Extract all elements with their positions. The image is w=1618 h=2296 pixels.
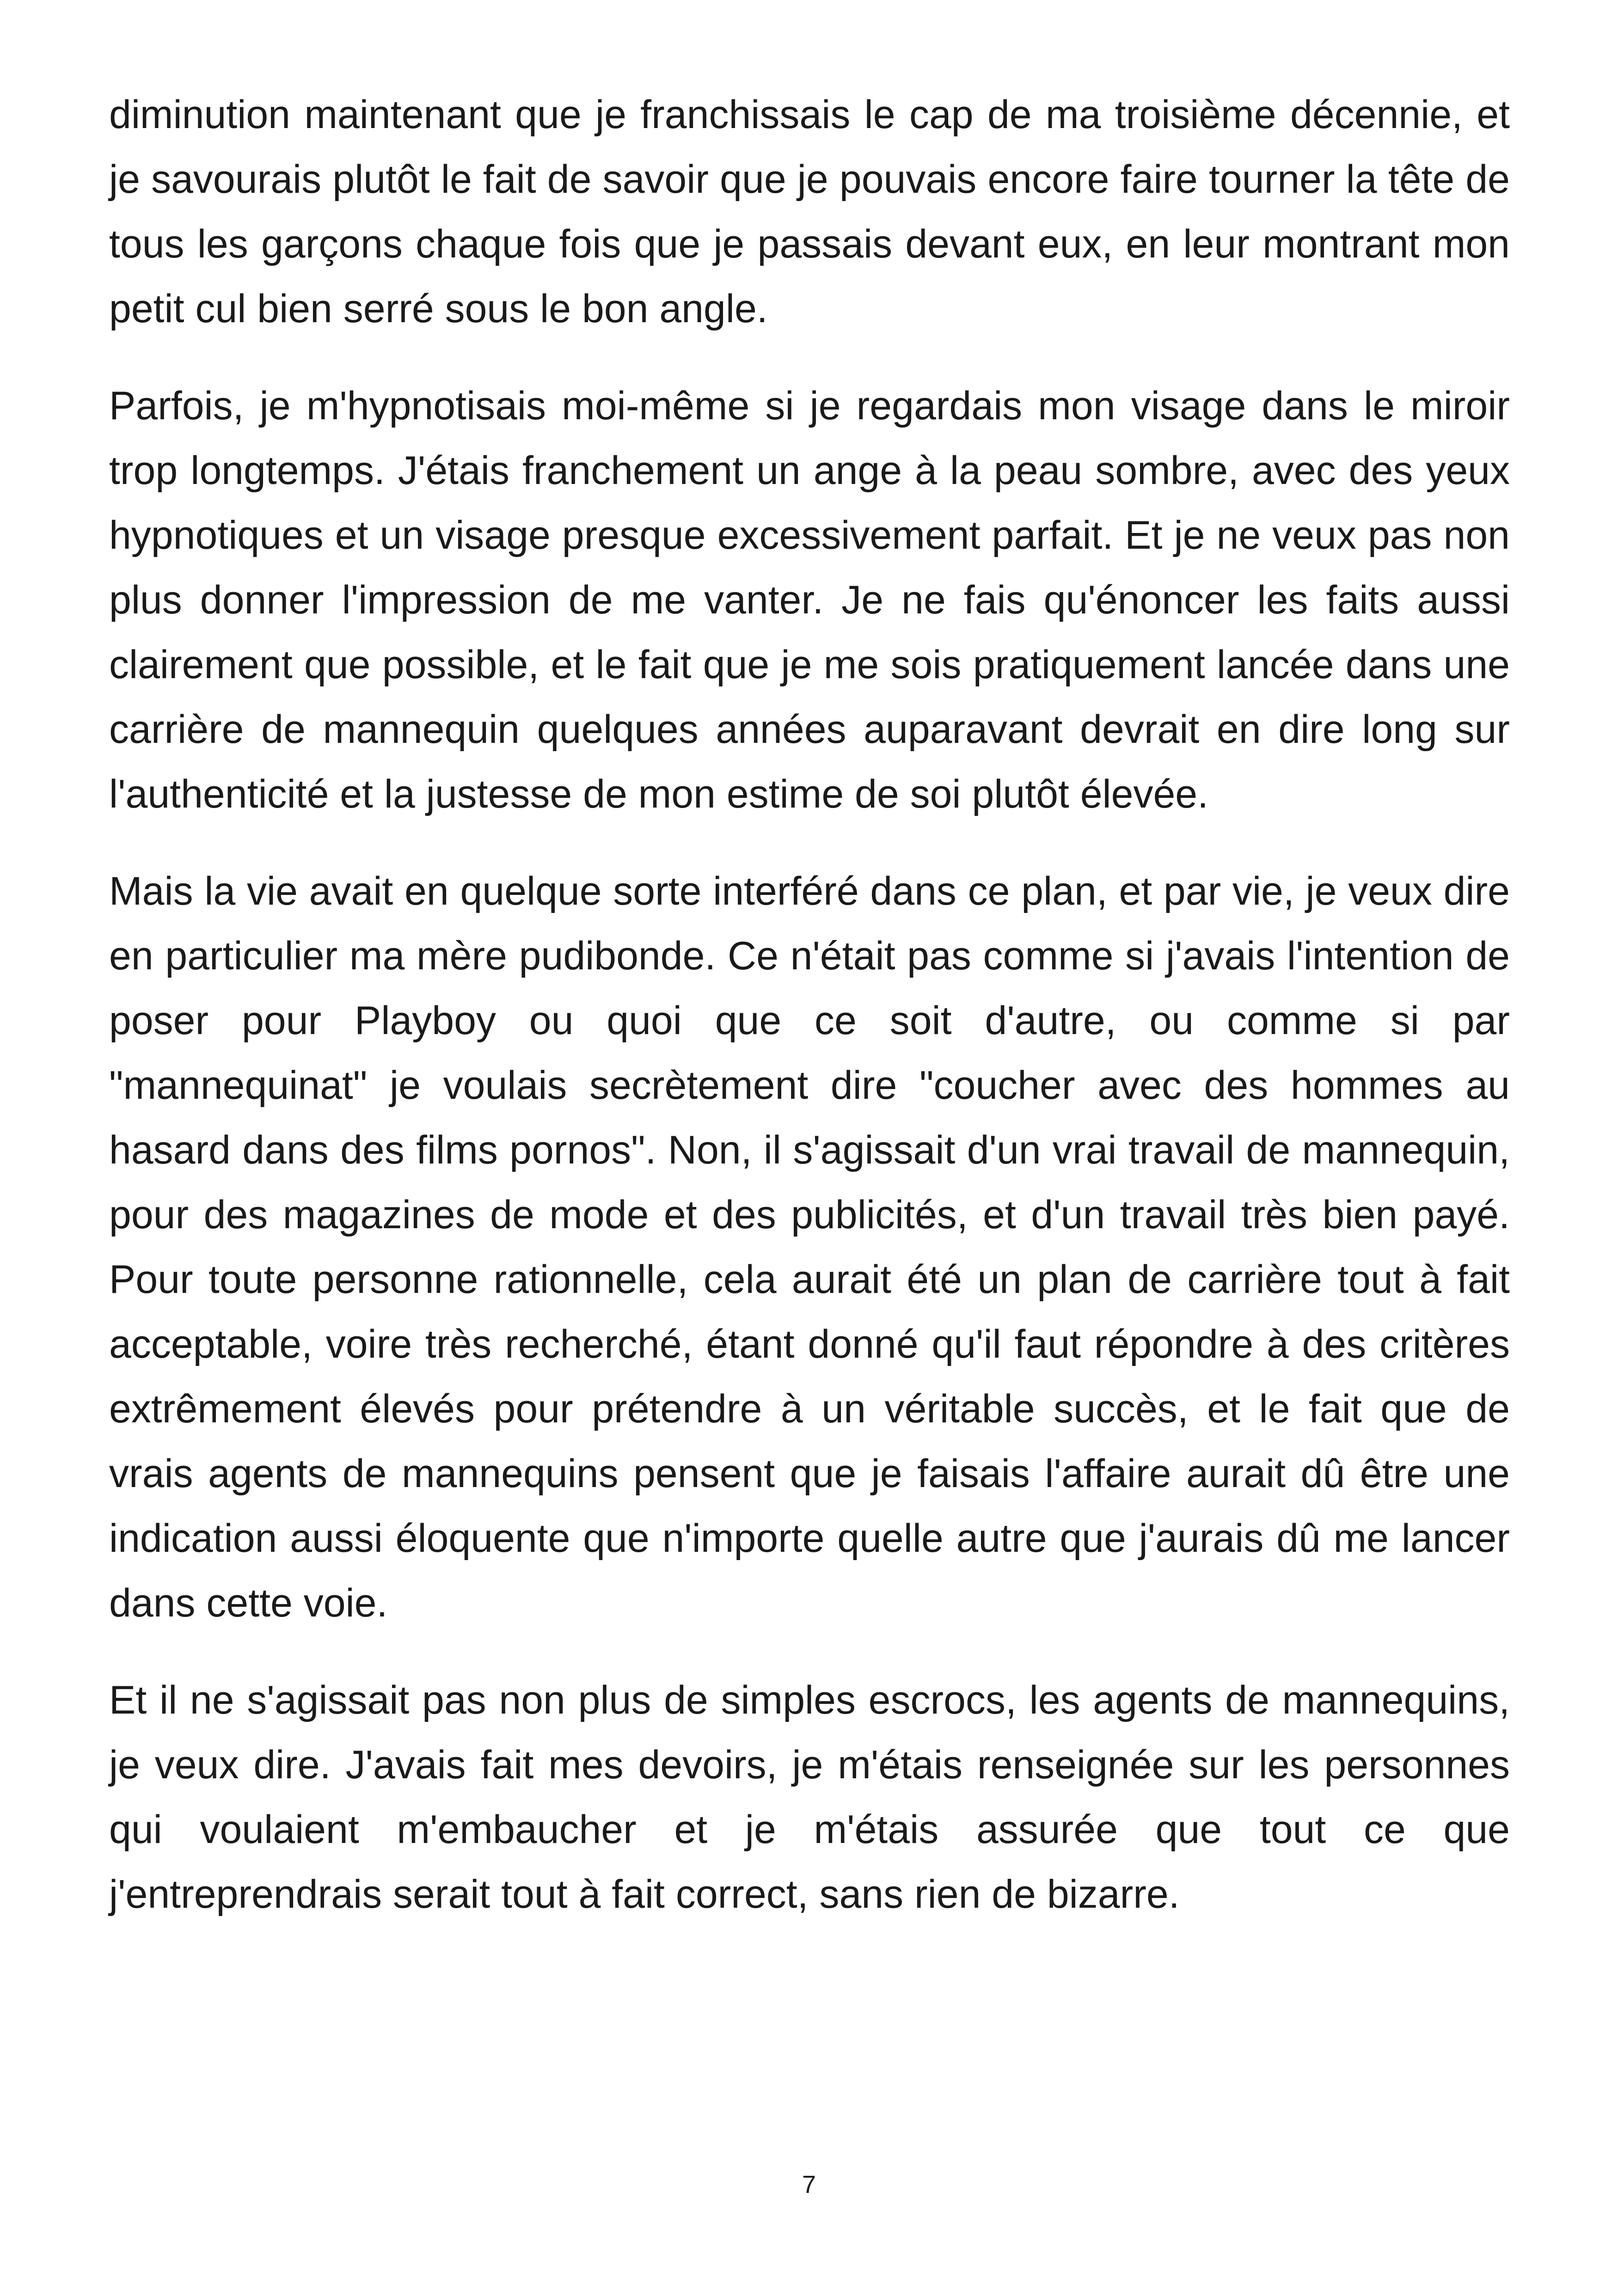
paragraph-4: Et il ne s'agissait pas non plus de simples escrocs, les agents de mannequins, je veux dire. J'avais fait mes devoirs, je m'étais renseignée sur les personnes qui voulaient m'embaucher et je m'étais assurée que tout ce que j'entreprendrais serait tout à fait correct, sans rien de bizarre. xyxy=(109,1678,1510,1916)
page-number: 7 xyxy=(802,2171,816,2198)
body-text xyxy=(109,82,1510,1959)
paragraph-3: Mais la vie avait en quelque sorte interféré dans ce plan, et par vie, je veux dire en particulier ma mère pudibonde. Ce n'était pas comme si j'avais l'intention de poser pour Playboy ou quoi que ce soit d'autre, ou comme si par "mannequinat" je voulais secrètement dire "coucher avec des hommes au hasard dans des films pornos". Non, il s'agissait d'un vrai travail de mannequin, pour des magazines de mode et des publicités, et d'un travail très bien payé. Pour toute personne rationnelle, cela aurait été un plan de carrière tout à fait acceptable, voire très recherché, étant donné qu'il faut répondre à des critères extrêmement élevés pour prétendre à un véritable succès, et le fait que de vrais agents de mannequins pensent que je faisais l'affaire aurait dû être une indication aussi éloquente que n'importe quelle autre que j'aurais dû me lancer dans cette voie. xyxy=(109,869,1510,1625)
paragraph-1: diminution maintenant que je franchissais le cap de ma troisième décennie, et je savourais plutôt le fait de savoir que je pouvais encore faire tourner la tête de tous les garçons chaque fois que je passais devant eux, en leur montrant mon petit cul bien serré sous le bon angle. xyxy=(109,92,1510,331)
paragraph-2: Parfois, je m'hypnotisais moi-même si je regardais mon visage dans le miroir trop longtemps. J'étais franchement un ange à la peau sombre, avec des yeux hypnotiques et un visage presque excessivement parfait. Et je ne veux pas non plus donner l'impression de me vanter. Je ne fais qu'énoncer les faits aussi clairement que possible, et le fait que je me sois pratiquement lancée dans une carrière de mannequin quelques années auparavant devrait en dire long sur l'authenticité et la justesse de mon estime de soi plutôt élevée. xyxy=(109,384,1510,816)
